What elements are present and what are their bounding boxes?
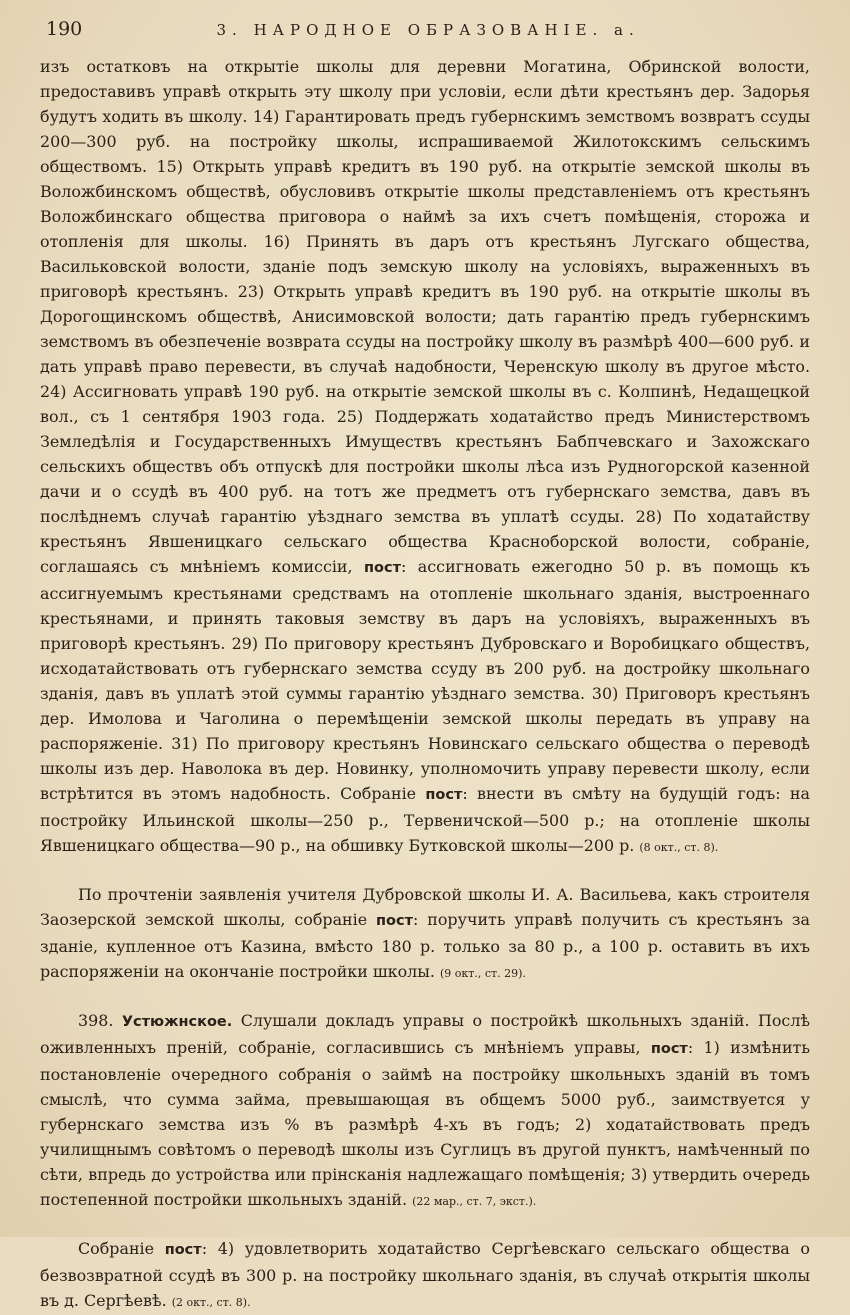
text-run: : 1) измѣнить постановленіе очередного собранія о займѣ на постройку школьныхъ зданій въ томъ смыслѣ, что сумма займа, превышающая въ общемъ 5000 руб., заимствуется у губернскаго земства изъ % въ размѣрѣ 4-хъ въ годъ; 2) ходатайствовать предъ училищнымъ совѣтомъ о переводѣ школы изъ Суглицъ въ другой пунктъ, намѣченный по сѣти, впредь до устройства или прінсканія надлежащаго помѣщенія; 3) утвердить очередь постепенной постройки школьныхъ зданій. <box>40 1038 810 1209</box>
bold-term: Устюжнское. <box>121 1014 233 1030</box>
citation-ref: (9 окт., ст. 29). <box>440 967 526 980</box>
text-run: изъ остатковъ на открытіе школы для деревни Могатина, Обринской волости, предоставивъ управѣ открыть эту школу при условіи, если дѣти крестьянъ дер. Задорья будутъ ходить въ школу. 14) Гарантировать предъ губернскимъ земствомъ возвратъ ссуды 200—300 руб. на постройку школы, испрашиваемой Жилотокскимъ сельскимъ обществомъ. 15) Открыть управѣ кредитъ въ 190 руб. на открытіе земской школы въ Воложбинскомъ обществѣ, обусловивъ открытіе школы представленіемъ отъ крестьянъ Воложбинскаго общества приговора о наймѣ за ихъ счетъ помѣщенія, сторожа и отопленія для школы. 16) Принять въ даръ отъ крестьянъ Лугскаго общества, Васильковской волости, зданіе подъ земскую школу на условіяхъ, выраженныхъ въ приговорѣ крестьянъ. 23) Открыть управѣ кредитъ въ 190 руб. на открытіе школы въ Дорогощинскомъ обществѣ, Анисимовской волости; дать гарантію предъ губернскимъ земствомъ въ обезпеченіе возврата ссуды на постройку школу въ размѣрѣ 400—600 руб. и дать управѣ право перевести, въ случаѣ надобности, Черенскую школу въ другое мѣсто. 24) Ассигновать управѣ 190 руб. на открытіе земской школы въ с. Колпинѣ, Недащецкой вол., съ 1 сентября 1903 года. 25) Поддержать ходатайство предъ Министерствомъ Земледѣлія и Государственныхъ Имуществъ крестьянъ Бабпчевскаго и Захожскаго сельскихъ обществъ объ отпускѣ для постройки школы лѣса изъ Рудногорской казенной дачи и о ссудѣ въ 400 руб. на тотъ же предметъ отъ губернскаго земства, давъ въ послѣднемъ случаѣ гарантію уѣзднаго земства въ уплатѣ ссуды. 28) По ходатайству крестьянъ Явшеницкаго сельскаго общества Красноборской волости, собраніе, соглашаясь съ мнѣніемъ комиссіи, <box>40 57 810 576</box>
text-run: Слушали докладъ управы о постройкѣ школьныхъ зданій. Послѣ оживленныхъ преній, собраніе, согласившись съ мнѣніемъ управы, <box>40 1011 810 1057</box>
text-run: 398. <box>78 1011 122 1030</box>
bold-term: пост <box>364 560 402 576</box>
bold-term: пост <box>425 787 463 803</box>
text-run: : ассигновать ежегодно 50 р. въ помощь къ ассигнуемымъ крестьянами средствамъ на отопленіе школьнаго зданія, выстроеннаго крестьянами, и принять таковыя земству въ даръ на условіяхъ, выраженныхъ въ приговорѣ крестьянъ. 29) По приговору крестьянъ Дубровскаго и Воробицкаго обществъ, исходатайствовать отъ губернскаго земства ссуду въ 200 руб. на достройку школьнаго зданія, давъ въ уплатѣ этой суммы гарантію уѣзднаго земства. 30) Приговоръ крестьянъ дер. Имолова и Чаголина о перемѣщеніи земской школы передать въ управу на распоряженіе. 31) По приговору крестьянъ Новинскаго сельскаго общества о переводѣ школы изъ дер. Наволока въ дер. Новинку, уполномочить управу перевести школу, если встрѣтится въ этомъ надобность. Собраніе <box>40 557 810 803</box>
bold-term: пост <box>376 913 414 929</box>
page-number: 190 <box>46 18 83 40</box>
document-body <box>40 54 810 1315</box>
text-run: : 4) удовлетворить ходатайство Сергѣевскаго сельскаго общества о безвозвратной ссудѣ въ 300 р. на постройку школьнаго зданія, въ случаѣ открытія школы въ д. Сергѣевѣ. <box>40 1239 811 1310</box>
page-header <box>40 18 810 40</box>
paragraph <box>40 54 810 860</box>
paragraph <box>40 1236 810 1315</box>
paragraph <box>40 882 810 986</box>
bold-term: пост <box>650 1041 688 1057</box>
text-run: Собраніе <box>78 1239 165 1258</box>
text-run: : внести въ смѣту на будущій годъ: на постройку Ильинской школы—250 р., Тервеничской—500 р.; на отопленіе школы Явшеницкаго общества—90 р., на обшивку Бутковской школы—200 р. <box>40 784 810 855</box>
citation-ref: (2 окт., ст. 8). <box>171 1296 251 1309</box>
text-run: По прочтеніи заявленія учителя Дубровской школы И. А. Васильева, какъ строителя Заозерской земской школы, собраніе <box>40 885 810 929</box>
paragraph <box>40 1008 810 1214</box>
bold-term: пост <box>164 1242 202 1258</box>
citation-ref: (22 мар., ст. 7, экст.). <box>412 1195 537 1208</box>
citation-ref: (8 окт., ст. 8). <box>639 841 719 854</box>
running-title: 3. НАРОДНОЕ ОБРАЗОВАНІЕ. а. <box>216 21 640 39</box>
text-run: : поручить управѣ получить съ крестьянъ за зданіе, купленное отъ Казина, вмѣсто 180 р. только за 80 р., а 100 р. оставить въ ихъ распоряженіи на окончаніе постройки школы. <box>40 910 810 981</box>
